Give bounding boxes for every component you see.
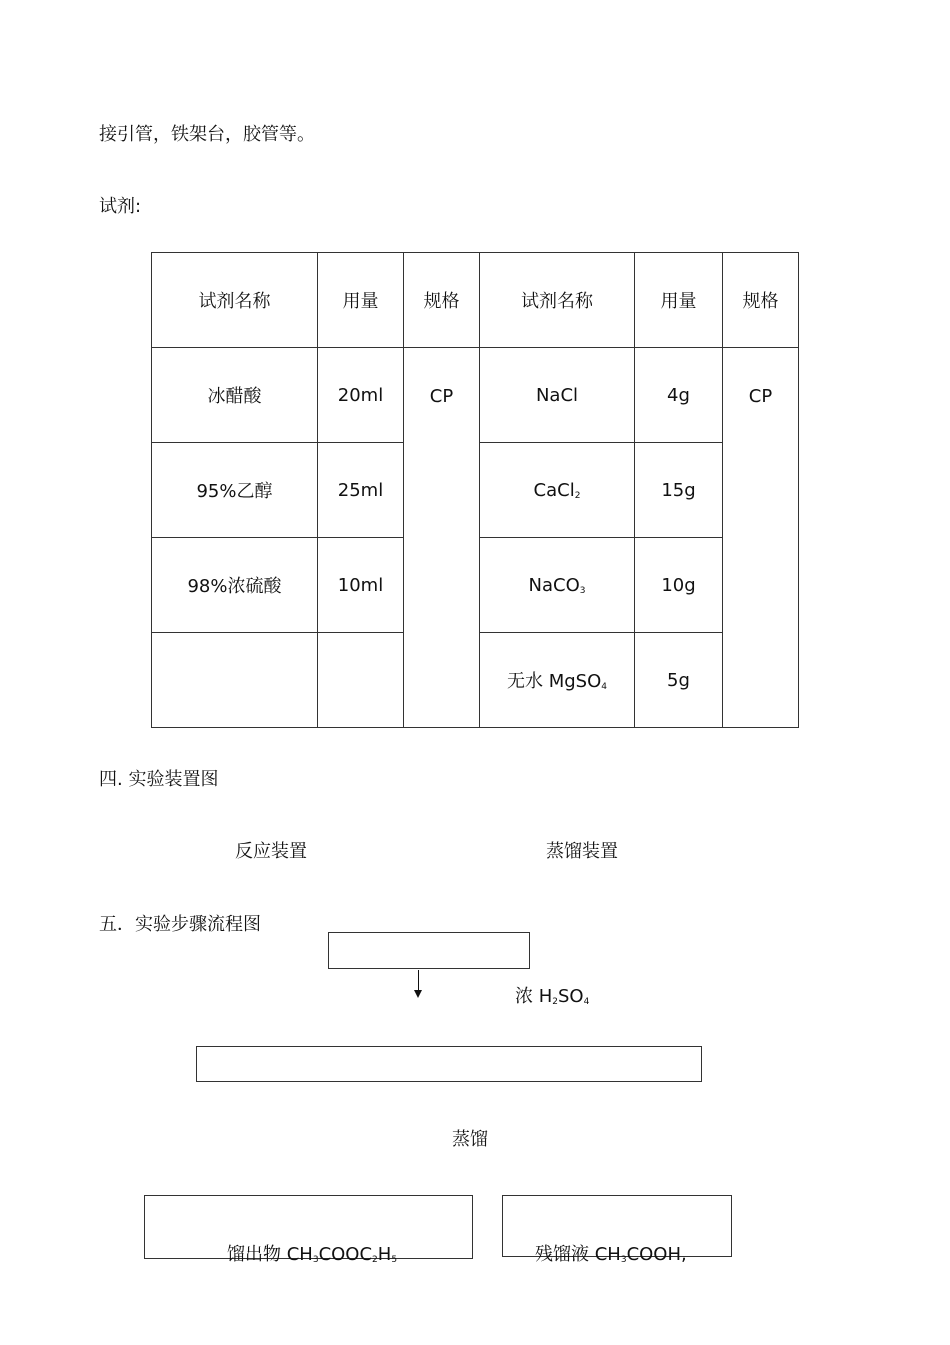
distillation-apparatus-label: 蒸馏装置 [546,841,618,862]
reagent-main: 浓 H [515,986,553,1007]
formula-subscript: 4 [601,682,607,692]
distillate-main: 馏出物 CH [227,1244,313,1265]
header-spec-right: 规格 [723,253,799,348]
reagent-amount: 10ml [318,538,404,633]
distillate-end: H [377,1244,392,1265]
formula-subscript: 2 [574,490,581,501]
reagent-name [480,633,635,728]
residue-end: COOH, [626,1244,687,1265]
formula-subscript: 3 [312,1255,319,1265]
reagent-name [480,443,635,538]
header-spec-left: 规格 [404,253,480,348]
formula-subscript: 2 [372,1255,378,1265]
header-name-right: 试剂名称 [480,253,635,348]
distillate-label [227,1240,397,1266]
distillate-mid: COOC [318,1244,373,1265]
formula-subscript: 3 [579,585,586,596]
formula-main: CaCl [533,479,575,501]
formula-main: NaCO [528,574,580,596]
reagent-name [152,633,318,728]
intro-line: 接引管，铁架台，胶管等。 [99,124,315,145]
reagent-name: NaCl [480,348,635,443]
reagent-name: 98%浓硫酸 [152,538,318,633]
reagent-amount: 15g [635,443,723,538]
flow-box-reaction [196,1046,702,1082]
reagent-amount: 5g [635,633,723,728]
section4-title: 四. 实验装置图 [99,769,219,790]
flow-box-start [328,932,530,969]
reagent-name [480,538,635,633]
flow-distill-label: 蒸馏 [452,1129,488,1150]
reagent-mid: SO [558,986,584,1007]
reagent-subscript: 4 [583,997,590,1007]
formula-subscript: 3 [620,1255,627,1265]
header-amount-right: 用量 [635,253,723,348]
reagent-name: 冰醋酸 [152,348,318,443]
reaction-apparatus-label: 反应装置 [235,841,307,862]
header-amount-left: 用量 [318,253,404,348]
reagent-name: 95%乙醇 [152,443,318,538]
residue-main: 残馏液 CH [535,1244,621,1265]
residue-label [535,1240,687,1266]
reagent-amount: 25ml [318,443,404,538]
header-name-left: 试剂名称 [152,253,318,348]
reagent-amount: 4g [635,348,723,443]
reagent-subscript: 2 [552,997,558,1007]
spec-right: CP [723,348,799,728]
formula-subscript: 5 [391,1255,398,1265]
reagent-table [151,252,799,728]
section5-title: 五．实验步骤流程图 [99,914,261,935]
spec-left: CP [404,348,480,728]
table-row [152,348,799,443]
flow-reagent-label [515,982,589,1008]
formula-main: 无水 MgSO [506,671,602,692]
reagent-amount: 20ml [318,348,404,443]
reagent-amount [318,633,404,728]
reagent-amount: 10g [635,538,723,633]
table-header-row [152,253,799,348]
flow-arrow-line [418,970,419,992]
reagents-label: 试剂: [99,196,142,217]
arrow-down-icon [414,990,422,998]
